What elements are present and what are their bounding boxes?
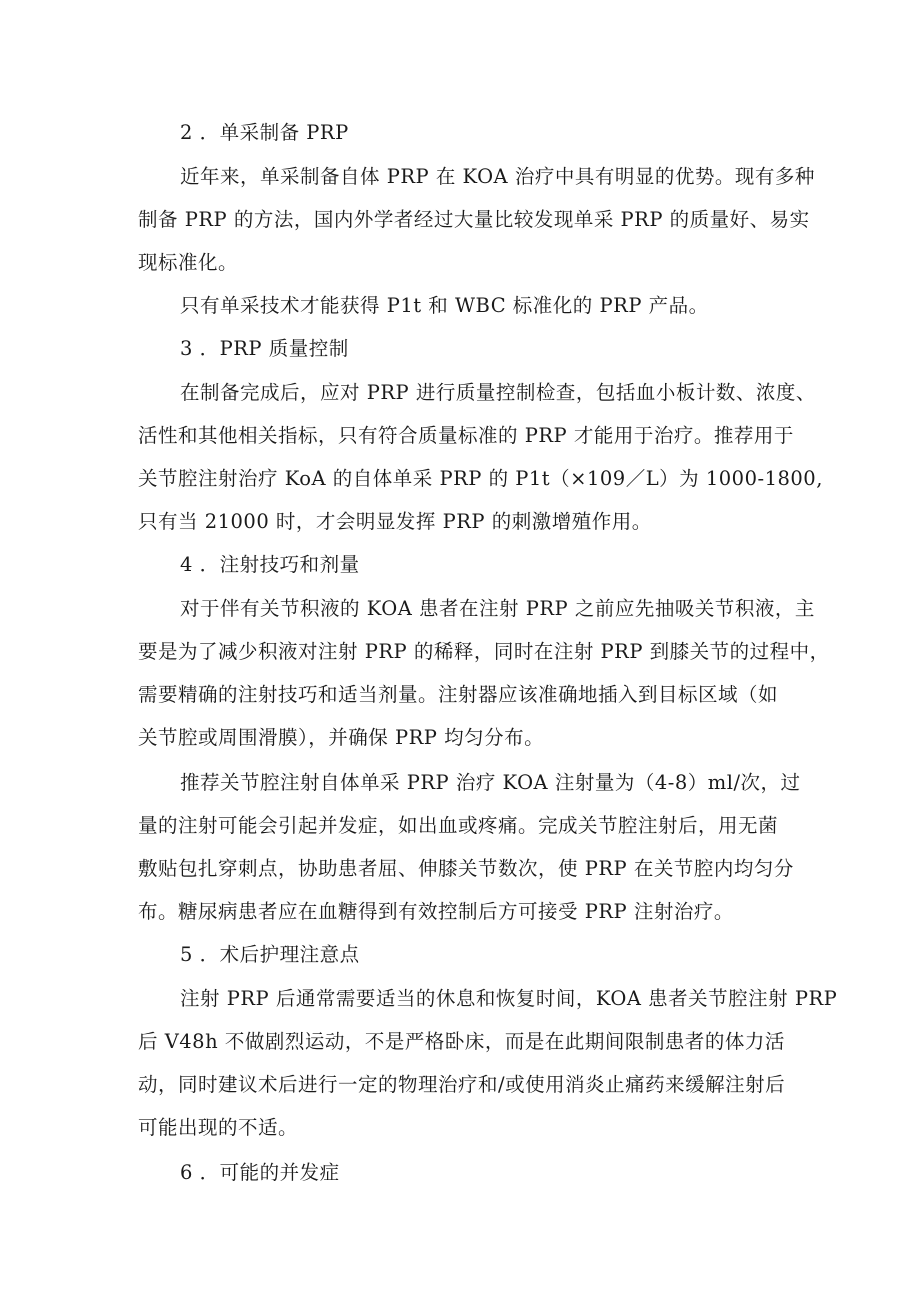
- paragraph-line: 制备 PRP 的方法，国内外学者经过大量比较发现单采 PRP 的质量好、易实: [138, 208, 810, 231]
- paragraph-line: 推荐关节腔注射自体单采 PRP 治疗 KOA 注射量为（4-8）ml/次，过: [180, 771, 801, 794]
- paragraph-line: 可能出现的不适。: [138, 1116, 299, 1139]
- paragraph-line: 要是为了减少积液对注射 PRP 的稀释，同时在注射 PRP 到膝关节的过程中，: [138, 640, 830, 663]
- paragraph-line: 在制备完成后，应对 PRP 进行质量控制检查，包括血小板计数、浓度、: [180, 381, 816, 404]
- section-heading-4: 4 ．注射技巧和剂量: [180, 553, 360, 576]
- paragraph-line: 注射 PRP 后通常需要适当的休息和恢复时间，KOA 患者关节腔注射 PRP: [180, 987, 838, 1010]
- paragraph-line: 近年来，单采制备自体 PRP 在 KOA 治疗中具有明显的优势。现有多种: [180, 165, 815, 188]
- section-heading-6: 6 ．可能的并发症: [180, 1161, 340, 1184]
- paragraph-line: 只有当 21000 时，才会明显发挥 PRP 的刺激增殖作用。: [138, 510, 652, 533]
- paragraph-line: 敷贴包扎穿刺点，协助患者屈、伸膝关节数次，使 PRP 在关节腔内均匀分: [138, 857, 794, 880]
- paragraph-line: 量的注射可能会引起并发症，如出血或疼痛。完成关节腔注射后，用无菌: [138, 814, 779, 837]
- paragraph-line: 现标准化。: [138, 251, 239, 274]
- paragraph-line: 对于伴有关节积液的 KOA 患者在注射 PRP 之前应先抽吸关节积液，主: [180, 597, 815, 620]
- section-heading-2: 2 ．单采制备 PRP: [180, 121, 349, 144]
- paragraph-line: 后 V48h 不做剧烈运动，不是严格卧床，而是在此期间限制患者的体力活: [138, 1030, 785, 1053]
- paragraph-line: 关节腔注射治疗 KoA 的自体单采 PRP 的 P1t（×109／L）为 1000-1800,: [138, 467, 823, 490]
- paragraph-line: 动，同时建议术后进行一定的物理治疗和/或使用消炎止痛药来缓解注射后: [138, 1073, 786, 1096]
- paragraph-line: 活性和其他相关指标，只有符合质量标准的 PRP 才能用于治疗。推荐用于: [138, 424, 794, 447]
- paragraph-line: 布。糖尿病患者应在血糖得到有效控制后方可接受 PRP 注射治疗。: [138, 900, 734, 923]
- paragraph-line: 需要精确的注射技巧和适当剂量。注射器应该准确地插入到目标区域（如: [138, 683, 779, 706]
- section-heading-3: 3 ．PRP 质量控制: [180, 337, 349, 360]
- paragraph-line: 关节腔或周围滑膜），并确保 PRP 均匀分布。: [138, 726, 545, 749]
- section-heading-5: 5 ．术后护理注意点: [180, 943, 360, 966]
- paragraph-line: 只有单采技术才能获得 P1t 和 WBC 标准化的 PRP 产品。: [180, 294, 709, 317]
